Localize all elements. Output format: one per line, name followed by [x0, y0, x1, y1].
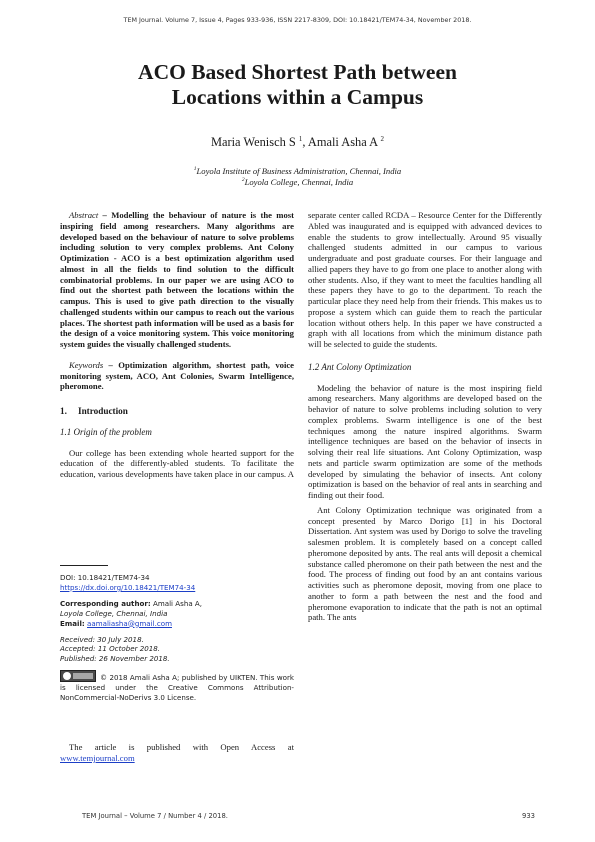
affiliation-2-text: Loyola College, Chennai, India — [244, 176, 354, 187]
author-1-name: Maria Wenisch S — [210, 135, 296, 149]
author-separator: , — [302, 135, 308, 149]
open-access-sentence: The article is published with Open Access at — [69, 742, 294, 752]
affiliations — [0, 166, 595, 187]
doi-link[interactable]: https://dx.doi.org/10.18421/TEM74-34 — [60, 582, 196, 592]
paper-title — [60, 60, 535, 110]
aco-paragraph-2: Ant Colony Optimization technique was originated from a concept presented by Marco Dorigo [1] in his Doctoral Dissertation. Ant system was used by Dorigo to solve the traveling salesmen problem. It is completely based on a concept called pheromone deposited by ants. The real ants will deposit a chemical substance called pheromone on their path between the nest and the food. The process of finding out food by an ant contains various activities such as pheromone deposit, moving from one place to another to form a path between the nest and the food and pheromone evaporation to indicate that the path is not an optimal path. The ants — [308, 504, 542, 623]
doi-line: DOI: 10.18421/TEM74-34 — [60, 573, 150, 582]
open-access-note — [60, 742, 294, 764]
footer-journal: TEM Journal – Volume 7 / Number 4 / 2018. — [82, 812, 228, 820]
title-line-1: ACO Based Shortest Path between — [138, 60, 457, 84]
open-access-link[interactable]: www.temjournal.com — [60, 752, 135, 763]
creative-commons-badge-icon[interactable] — [60, 670, 96, 682]
author-2-sup: 2 — [380, 134, 385, 143]
subsection-aco-heading: 1.2 Ant Colony Optimization — [308, 361, 412, 372]
affiliation-1-text: Loyola Institute of Business Administration, Chennai, India — [196, 166, 402, 176]
section-number: 1. — [60, 406, 67, 416]
running-header: TEM Journal. Volume 7, Issue 4, Pages 933-936, ISSN 2217-8309, DOI: 10.18421/TEM74-34, November 2018. — [123, 16, 472, 24]
subsection-origin-text: Our college has been extending whole hearted support for the education of the differently-abled students. To facilitate the education, various developments have taken place in our campus. A — [60, 447, 294, 479]
corresponding-author-affil — [60, 609, 294, 619]
email-line — [60, 619, 294, 629]
footnotes — [60, 573, 294, 703]
keywords-text: – Optimization algorithm, shortest path, voice monitoring system, ACO, Ant Colonies, Swarm Intelligence, pheromone. — [60, 359, 294, 392]
footnote-rule — [60, 565, 108, 566]
affiliation-2-sup: 2 — [241, 176, 245, 183]
right-column — [308, 210, 542, 623]
affiliation-1-sup: 1 — [193, 166, 197, 173]
left-column — [60, 210, 294, 480]
rcda-paragraph: separate center called RCDA – Resource Center for the Differently Abled was inaugurated and is equipped with advanced devices to enable the students to grow intellectually. Around 95 visually challenged students admitted in our campus to various undergraduate and post graduate courses. For their language and allied papers they have to go from one place to another along with other students. Also, if they want to meet the faculties handling all these papers they have to go to the department. To reach the particular place they need help from their friends. This makes us to propose a system which can guide them to reach the particular location without others help. In this paper we have constructed a graph with all locations from which the minimum distance path will be selected to guide the students. — [308, 210, 542, 349]
corresponding-author-name: Amali Asha A, — [150, 598, 203, 608]
corresponding-author-label: Corresponding author: — [60, 598, 151, 608]
email-label: Email: — [60, 618, 85, 628]
aco-paragraph-1: Modeling the behavior of nature is the most inspiring field among researchers. Many algorithms are developed based on the behavior of nature to solve problems including solution to very complex problems. Swarm intelligence is one of the best techniques among the nature inspired algorithms. Swarm intelligence techniques are based on the behavior of insects in solving their real life situations. Ant Colony Optimization, wasp nets and particle swarm optimization are some of the methods developed by simulating the behavior of insects. Ant colony optimization is based on the behavior of real ants in searching and finding out their food. — [308, 382, 542, 500]
license-text: © 2018 Amali Asha A; published by UIKTEN. This work is licensed under the Creative Commons Attribution-NonCommercial-NoDerivs 3.0 License. — [60, 673, 294, 703]
published-date — [60, 654, 294, 664]
corresponding-author-affil-text: Loyola College, Chennai, India — [60, 608, 168, 618]
author-2-name: Amali Asha A — [307, 135, 378, 149]
abstract — [60, 210, 294, 350]
accepted-date-text: Accepted: 11 October 2018. — [60, 644, 161, 654]
author-list — [0, 135, 595, 150]
received-date-text: Received: 30 July 2018. — [60, 634, 144, 644]
corresponding-author — [60, 599, 294, 609]
license-notice — [60, 670, 294, 703]
title-line-2: Locations within a Campus — [171, 85, 424, 109]
accepted-date — [60, 644, 294, 654]
received-date — [60, 635, 294, 645]
keywords-label: Keywords — [69, 359, 104, 370]
abstract-label: Abstract — [69, 210, 99, 220]
footer-page-number: 933 — [522, 812, 535, 820]
keywords — [60, 360, 294, 392]
author-1-sup: 1 — [298, 134, 303, 143]
subsection-origin-heading: 1.1 Origin of the problem — [60, 426, 152, 437]
published-date-text: Published: 26 November 2018. — [60, 654, 170, 664]
section-introduction-heading — [60, 406, 294, 417]
open-access-text — [60, 742, 294, 764]
abstract-text: – Modelling the behaviour of nature is the most inspiring field among researchers. Many algorithms are developed based on the behaviour of nature to solve problems including solution to very complex problems. Ant Colony Optimization - ACO is a best optimization algorithm used almost in all the fields to find solution to the difficult combinatorial problems. In our paper we are using ACO to find out the shortest path between the locations within the campus. This is used to give path direction to the visually challenged students within our campus to reach out the various places. The shortest path information will be used as a basis for the design of a voice monitoring system. This voice monitoring system guides the visually challenged students. — [60, 210, 294, 349]
section-title: Introduction — [78, 406, 128, 416]
email-link[interactable]: aamaliasha@gmail.com — [87, 618, 172, 628]
affiliation-1 — [0, 166, 595, 177]
affiliation-2 — [0, 177, 595, 188]
